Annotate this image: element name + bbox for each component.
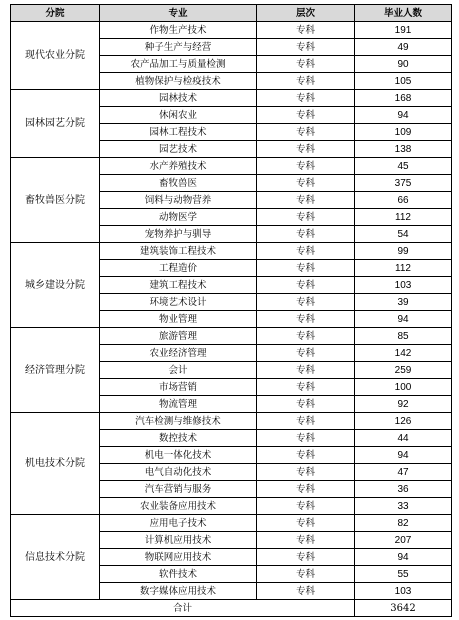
major-cell: 植物保护与检疫技术	[100, 73, 257, 90]
header-major: 专业	[100, 5, 257, 22]
table-row	[11, 158, 452, 175]
level-cell: 专科	[257, 56, 355, 73]
graduates-cell: 54	[355, 226, 452, 243]
graduates-cell: 99	[355, 243, 452, 260]
level-cell: 专科	[257, 345, 355, 362]
graduates-cell: 82	[355, 515, 452, 532]
major-cell: 电气自动化技术	[100, 464, 257, 481]
level-cell: 专科	[257, 379, 355, 396]
table-row	[11, 90, 452, 107]
graduates-cell: 33	[355, 498, 452, 515]
major-cell: 作物生产技术	[100, 22, 257, 39]
graduates-cell: 85	[355, 328, 452, 345]
major-cell: 旅游管理	[100, 328, 257, 345]
college-cell: 经济管理分院	[11, 328, 100, 413]
graduates-cell: 103	[355, 277, 452, 294]
level-cell: 专科	[257, 90, 355, 107]
level-cell: 专科	[257, 583, 355, 600]
header-college: 分院	[11, 5, 100, 22]
college-cell: 现代农业分院	[11, 22, 100, 90]
major-cell: 园林工程技术	[100, 124, 257, 141]
graduates-cell: 168	[355, 90, 452, 107]
major-cell: 物联网应用技术	[100, 549, 257, 566]
graduates-cell: 36	[355, 481, 452, 498]
major-cell: 会计	[100, 362, 257, 379]
level-cell: 专科	[257, 209, 355, 226]
major-cell: 园林技术	[100, 90, 257, 107]
graduates-cell: 55	[355, 566, 452, 583]
major-cell: 汽车检测与维修技术	[100, 413, 257, 430]
level-cell: 专科	[257, 311, 355, 328]
major-cell: 物业管理	[100, 311, 257, 328]
table-row	[11, 22, 452, 39]
major-cell: 农产品加工与质量检测	[100, 56, 257, 73]
graduates-cell: 126	[355, 413, 452, 430]
graduates-cell: 39	[355, 294, 452, 311]
total-row	[11, 600, 452, 617]
level-cell: 专科	[257, 430, 355, 447]
graduates-cell: 103	[355, 583, 452, 600]
major-cell: 数字媒体应用技术	[100, 583, 257, 600]
level-cell: 专科	[257, 22, 355, 39]
major-cell: 水产养殖技术	[100, 158, 257, 175]
major-cell: 宠物养护与驯导	[100, 226, 257, 243]
graduates-table	[10, 4, 452, 617]
table-row	[11, 328, 452, 345]
level-cell: 专科	[257, 396, 355, 413]
level-cell: 专科	[257, 413, 355, 430]
level-cell: 专科	[257, 566, 355, 583]
level-cell: 专科	[257, 464, 355, 481]
level-cell: 专科	[257, 549, 355, 566]
major-cell: 农业经济管理	[100, 345, 257, 362]
level-cell: 专科	[257, 260, 355, 277]
major-cell: 机电一体化技术	[100, 447, 257, 464]
graduates-cell: 94	[355, 447, 452, 464]
total-count: 3642	[355, 600, 452, 617]
college-cell: 信息技术分院	[11, 515, 100, 600]
major-cell: 工程造价	[100, 260, 257, 277]
level-cell: 专科	[257, 73, 355, 90]
major-cell: 计算机应用技术	[100, 532, 257, 549]
graduates-cell: 191	[355, 22, 452, 39]
level-cell: 专科	[257, 277, 355, 294]
level-cell: 专科	[257, 481, 355, 498]
graduates-cell: 138	[355, 141, 452, 158]
table-row	[11, 413, 452, 430]
college-cell: 畜牧兽医分院	[11, 158, 100, 243]
level-cell: 专科	[257, 498, 355, 515]
level-cell: 专科	[257, 447, 355, 464]
table-row	[11, 515, 452, 532]
major-cell: 环境艺术设计	[100, 294, 257, 311]
level-cell: 专科	[257, 158, 355, 175]
major-cell: 动物医学	[100, 209, 257, 226]
graduates-cell: 94	[355, 107, 452, 124]
graduates-cell: 94	[355, 549, 452, 566]
level-cell: 专科	[257, 39, 355, 56]
level-cell: 专科	[257, 141, 355, 158]
major-cell: 汽车营销与服务	[100, 481, 257, 498]
header-level: 层次	[257, 5, 355, 22]
header-row	[11, 5, 452, 22]
college-cell: 城乡建设分院	[11, 243, 100, 328]
graduates-cell: 112	[355, 260, 452, 277]
major-cell: 园艺技术	[100, 141, 257, 158]
level-cell: 专科	[257, 362, 355, 379]
graduates-cell: 112	[355, 209, 452, 226]
level-cell: 专科	[257, 192, 355, 209]
major-cell: 数控技术	[100, 430, 257, 447]
major-cell: 农业装备应用技术	[100, 498, 257, 515]
graduates-cell: 44	[355, 430, 452, 447]
level-cell: 专科	[257, 243, 355, 260]
major-cell: 种子生产与经营	[100, 39, 257, 56]
header-graduates: 毕业人数	[355, 5, 452, 22]
major-cell: 应用电子技术	[100, 515, 257, 532]
major-cell: 饲料与动物营养	[100, 192, 257, 209]
graduates-cell: 47	[355, 464, 452, 481]
major-cell: 软件技术	[100, 566, 257, 583]
college-cell: 机电技术分院	[11, 413, 100, 515]
level-cell: 专科	[257, 124, 355, 141]
graduates-cell: 94	[355, 311, 452, 328]
major-cell: 市场营销	[100, 379, 257, 396]
graduates-cell: 105	[355, 73, 452, 90]
level-cell: 专科	[257, 294, 355, 311]
table-row	[11, 243, 452, 260]
level-cell: 专科	[257, 515, 355, 532]
graduates-cell: 207	[355, 532, 452, 549]
graduates-cell: 45	[355, 158, 452, 175]
level-cell: 专科	[257, 107, 355, 124]
table-body	[11, 22, 452, 600]
major-cell: 建筑工程技术	[100, 277, 257, 294]
graduates-cell: 100	[355, 379, 452, 396]
graduates-cell: 90	[355, 56, 452, 73]
graduates-cell: 66	[355, 192, 452, 209]
graduates-cell: 109	[355, 124, 452, 141]
major-cell: 休闲农业	[100, 107, 257, 124]
total-label: 合计	[11, 600, 355, 617]
level-cell: 专科	[257, 175, 355, 192]
major-cell: 畜牧兽医	[100, 175, 257, 192]
major-cell: 物流管理	[100, 396, 257, 413]
level-cell: 专科	[257, 226, 355, 243]
college-cell: 园林园艺分院	[11, 90, 100, 158]
graduates-cell: 375	[355, 175, 452, 192]
graduates-cell: 259	[355, 362, 452, 379]
graduates-cell: 92	[355, 396, 452, 413]
level-cell: 专科	[257, 328, 355, 345]
graduates-cell: 49	[355, 39, 452, 56]
graduates-cell: 142	[355, 345, 452, 362]
major-cell: 建筑装饰工程技术	[100, 243, 257, 260]
level-cell: 专科	[257, 532, 355, 549]
